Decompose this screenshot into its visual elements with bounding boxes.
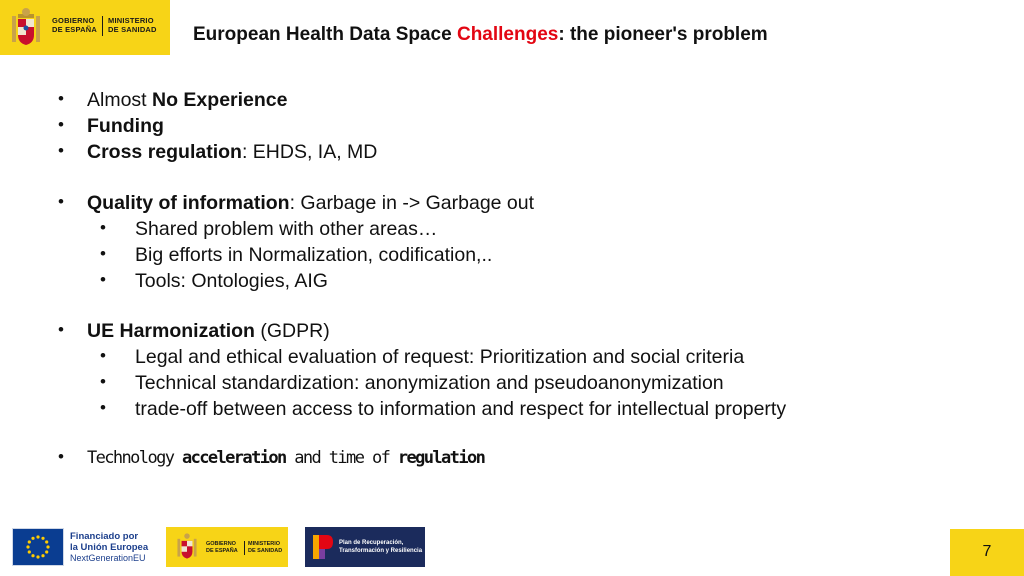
logo-ministerio-text: MINISTERIO DE SANIDAD bbox=[108, 16, 157, 34]
eu-flag-icon bbox=[12, 528, 64, 566]
eu-funding-text: Financiado por la Unión Europea NextGenerationEU bbox=[70, 530, 149, 563]
prtr-text: Plan de Recuperación, Transformación y Resiliencia bbox=[339, 540, 423, 554]
bullet-technology-acceleration: Technology acceleration and time of regulation bbox=[87, 448, 485, 468]
footer-gobierno-text: GOBIERNO DE ESPAÑA bbox=[206, 541, 238, 554]
logo-gobierno-text: GOBIERNO DE ESPAÑA bbox=[52, 16, 98, 34]
sub-bullet-technical-standardization: Technical standardization: anonymization and pseudoanonymization bbox=[135, 372, 724, 394]
bullet-no-experience: Almost No Experience bbox=[87, 89, 288, 111]
bullet-cross-regulation: Cross regulation: EHDS, IA, MD bbox=[87, 141, 378, 163]
sub-bullet-marker: • bbox=[100, 372, 106, 391]
sub-bullet-tools: Tools: Ontologies, AIG bbox=[135, 270, 328, 292]
coat-of-arms-icon bbox=[174, 532, 200, 562]
logo-divider bbox=[102, 16, 103, 36]
footer-prtr-logo bbox=[305, 527, 425, 567]
page-number-box bbox=[950, 529, 1024, 576]
sub-bullet-shared-problem: Shared problem with other areas… bbox=[135, 218, 438, 240]
bullet-marker: • bbox=[58, 192, 64, 211]
sub-bullet-normalization: Big efforts in Normalization, codification,.. bbox=[135, 244, 493, 266]
sub-bullet-marker: • bbox=[100, 218, 106, 237]
footer-eu-logo bbox=[12, 528, 154, 566]
sub-bullet-marker: • bbox=[100, 346, 106, 365]
page-number: 7 bbox=[982, 543, 992, 560]
sub-bullet-trade-off: trade-off between access to information and respect for intellectual property bbox=[135, 398, 787, 420]
header-logo-gobierno bbox=[0, 0, 170, 55]
sub-bullet-marker: • bbox=[100, 270, 106, 289]
title-accent: Challenges bbox=[456, 24, 559, 45]
coat-of-arms-icon bbox=[8, 6, 44, 50]
slide-title: European Health Data Space Challenges: the pioneer's problem bbox=[193, 24, 768, 45]
footer-ministerio-text: MINISTERIO DE SANIDAD bbox=[248, 541, 283, 554]
bullet-ue-harmonization: UE Harmonization (GDPR) bbox=[87, 320, 330, 342]
sub-bullet-marker: • bbox=[100, 398, 106, 417]
sub-bullet-marker: • bbox=[100, 244, 106, 263]
bullet-marker: • bbox=[58, 141, 64, 160]
bullet-quality-of-information: Quality of information: Garbage in -> Garbage out bbox=[87, 192, 535, 214]
sub-bullet-legal-ethical: Legal and ethical evaluation of request: Prioritization and social criteria bbox=[135, 346, 745, 368]
bullet-marker: • bbox=[58, 447, 64, 466]
bullet-marker: • bbox=[58, 115, 64, 134]
footer-gobierno-logo bbox=[166, 527, 288, 567]
bullet-marker: • bbox=[58, 320, 64, 339]
bullet-funding: Funding bbox=[87, 115, 164, 137]
logo-divider bbox=[244, 541, 245, 555]
prtr-logo-icon bbox=[311, 533, 335, 561]
bullet-marker: • bbox=[58, 89, 64, 108]
